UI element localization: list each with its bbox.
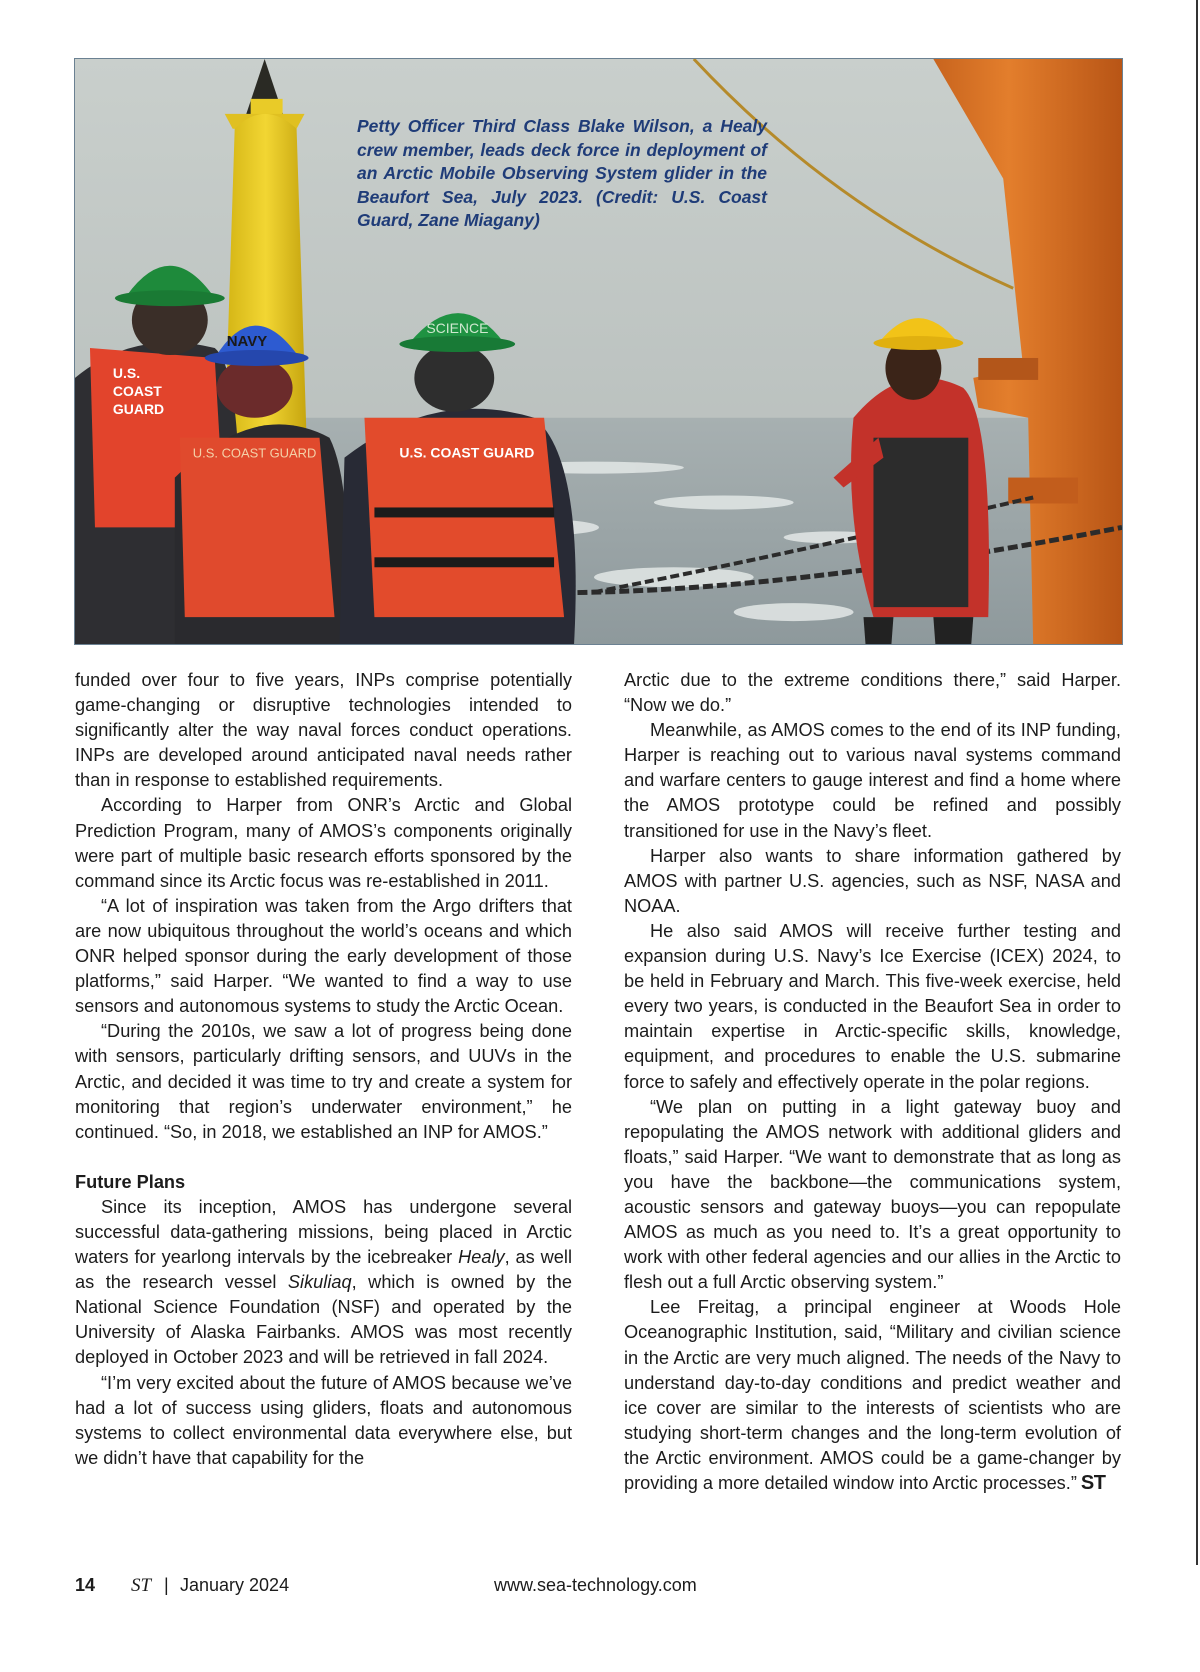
helmet-navy-text: NAVY <box>226 333 268 351</box>
vest-left-text-2: COAST <box>112 382 162 399</box>
photo-caption: Petty Officer Third Class Blake Wilson, a Healy crew member, leads deck force in deployment of an Arctic Mobile Observing System glider in the Beaufort Sea, July 2023. (Credit: U.S. Coast Guard, Zane Miagany) <box>357 116 767 230</box>
p5-text-b: , as well as the research vessel <box>75 1247 572 1293</box>
section-heading-future-plans: Future Plans <box>75 1171 186 1192</box>
left-paragraph-3: “A lot of inspiration was taken from the Argo drifters that are now ubiquitous throughout the world’s oceans and which ONR helped sponsor during the early development of those platforms,” said Harper. “We wanted to find a way to use sensors and autonomous systems to study the Arctic Ocean. <box>75 895 572 1017</box>
page-number: 14 <box>75 1575 96 1595</box>
vest-center-text: U.S. COAST GUARD <box>399 444 535 461</box>
left-paragraph-4: “During the 2010s, we saw a lot of progress being done with sensors, particularly drifting sensors, and UUVs in the Arctic, and decided it was time to try and create a system for monitoring that region’s underwater environment,” he continued. “So, in 2018, we established an INP for AMOS.” <box>75 1021 572 1142</box>
left-paragraph-5 <box>75 1195 572 1371</box>
right-paragraph-1: Arctic due to the extreme conditions there,” said Harper. “Now we do.” <box>624 670 1121 716</box>
end-mark: ST <box>1080 1472 1106 1494</box>
right-paragraph-3: Harper also wants to share information gathered by AMOS with partner U.S. agencies, such as NSF, NASA and NOAA. <box>624 845 1121 916</box>
ship-name-sikuliaq: Sikuliaq <box>287 1272 352 1293</box>
ship-name-healy: Healy <box>458 1247 505 1268</box>
page-edge-line <box>1196 0 1198 1565</box>
left-paragraph-2: According to Harper from ONR’s Arctic and Global Prediction Program, many of AMOS’s components originally were part of multiple basic research efforts sponsored by the command since its Arctic focus was re-established in 2011. <box>75 795 572 891</box>
helmet-science-text: SCIENCE <box>426 320 489 337</box>
vest-middle-text: U.S. COAST GUARD <box>192 445 317 461</box>
right-paragraph-5: “We plan on putting in a light gateway buoy and repopulating the AMOS network with additional gliders and floats,” said Harper. “We want to demonstrate that as long as you have the backbone—the communications system, acoustic sensors and gateway buoys—you can repopulate AMOS as much as you need to. It’s a great opportunity to work with other federal agencies and our allies in the Arctic to flesh out a full Arctic observing system.” <box>624 1096 1121 1293</box>
website-url: www.sea-technology.com <box>494 1575 697 1595</box>
left-column <box>75 668 572 1471</box>
right-paragraph-6-text: Lee Freitag, a principal engineer at Woods Hole Oceanographic Institution, said, “Military and civilian science in the Arctic are very much aligned. The needs of the Navy to understand day-to-day conditions and predict weather and ice cover are similar to the interests of scientists who are studying short-term changes and the long-term evolution of the Arctic environment. AMOS could be a game-changer by providing a more detailed window into Arctic processes.” <box>624 1297 1121 1493</box>
vest-left-text-3: GUARD <box>112 400 165 417</box>
right-paragraph-4: He also said AMOS will receive further testing and expansion during U.S. Navy’s Ice Exercise (ICEX) 2024, to be held in February and March. This five-week exercise, held every two years, is conducted in the Beaufort Sea in order to maintain expertise in Arctic-specific skills, knowledge, equipment, and procedures to enable the U.S. submarine force to safely and effectively operate in the polar regions. <box>624 920 1121 1092</box>
right-column <box>624 668 1121 1496</box>
issue-date: January 2024 <box>180 1575 290 1595</box>
right-paragraph-2: Meanwhile, as AMOS comes to the end of its INP funding, Harper is reaching out to various naval systems command and warfare centers to gauge interest and find a home where the AMOS prototype could be refined and possibly transitioned for use in the Navy’s fleet. <box>624 720 1121 841</box>
footer-separator: | <box>164 1575 169 1595</box>
magazine-name: ST <box>131 1575 152 1596</box>
vest-left-text-1: U.S. <box>112 364 141 381</box>
p5-text-c: , which is owned by the National Science Foundation (NSF) and operated by the University of Alaska Fairbanks. AMOS was most recently deployed in October 2023 and will be retrieved in fall 2024. <box>75 1272 572 1368</box>
right-paragraph-6 <box>624 1295 1121 1496</box>
left-paragraph-6: “I’m very excited about the future of AMOS because we’ve had a lot of success using gliders, floats and autonomous systems to collect environmental data everywhere else, but we didn’t have that capability for the <box>75 1372 572 1468</box>
left-paragraph-1: funded over four to five years, INPs comprise potentially game-changing or disruptive technologies intended to significantly alter the way naval forces conduct operations. INPs are developed around anticipated naval needs rather than in response to established requirements. <box>75 670 572 791</box>
p5-text-a: Since its inception, AMOS has undergone several successful data-gathering missions, being placed in Arctic waters for yearlong intervals by the icebreaker <box>75 1196 572 1268</box>
